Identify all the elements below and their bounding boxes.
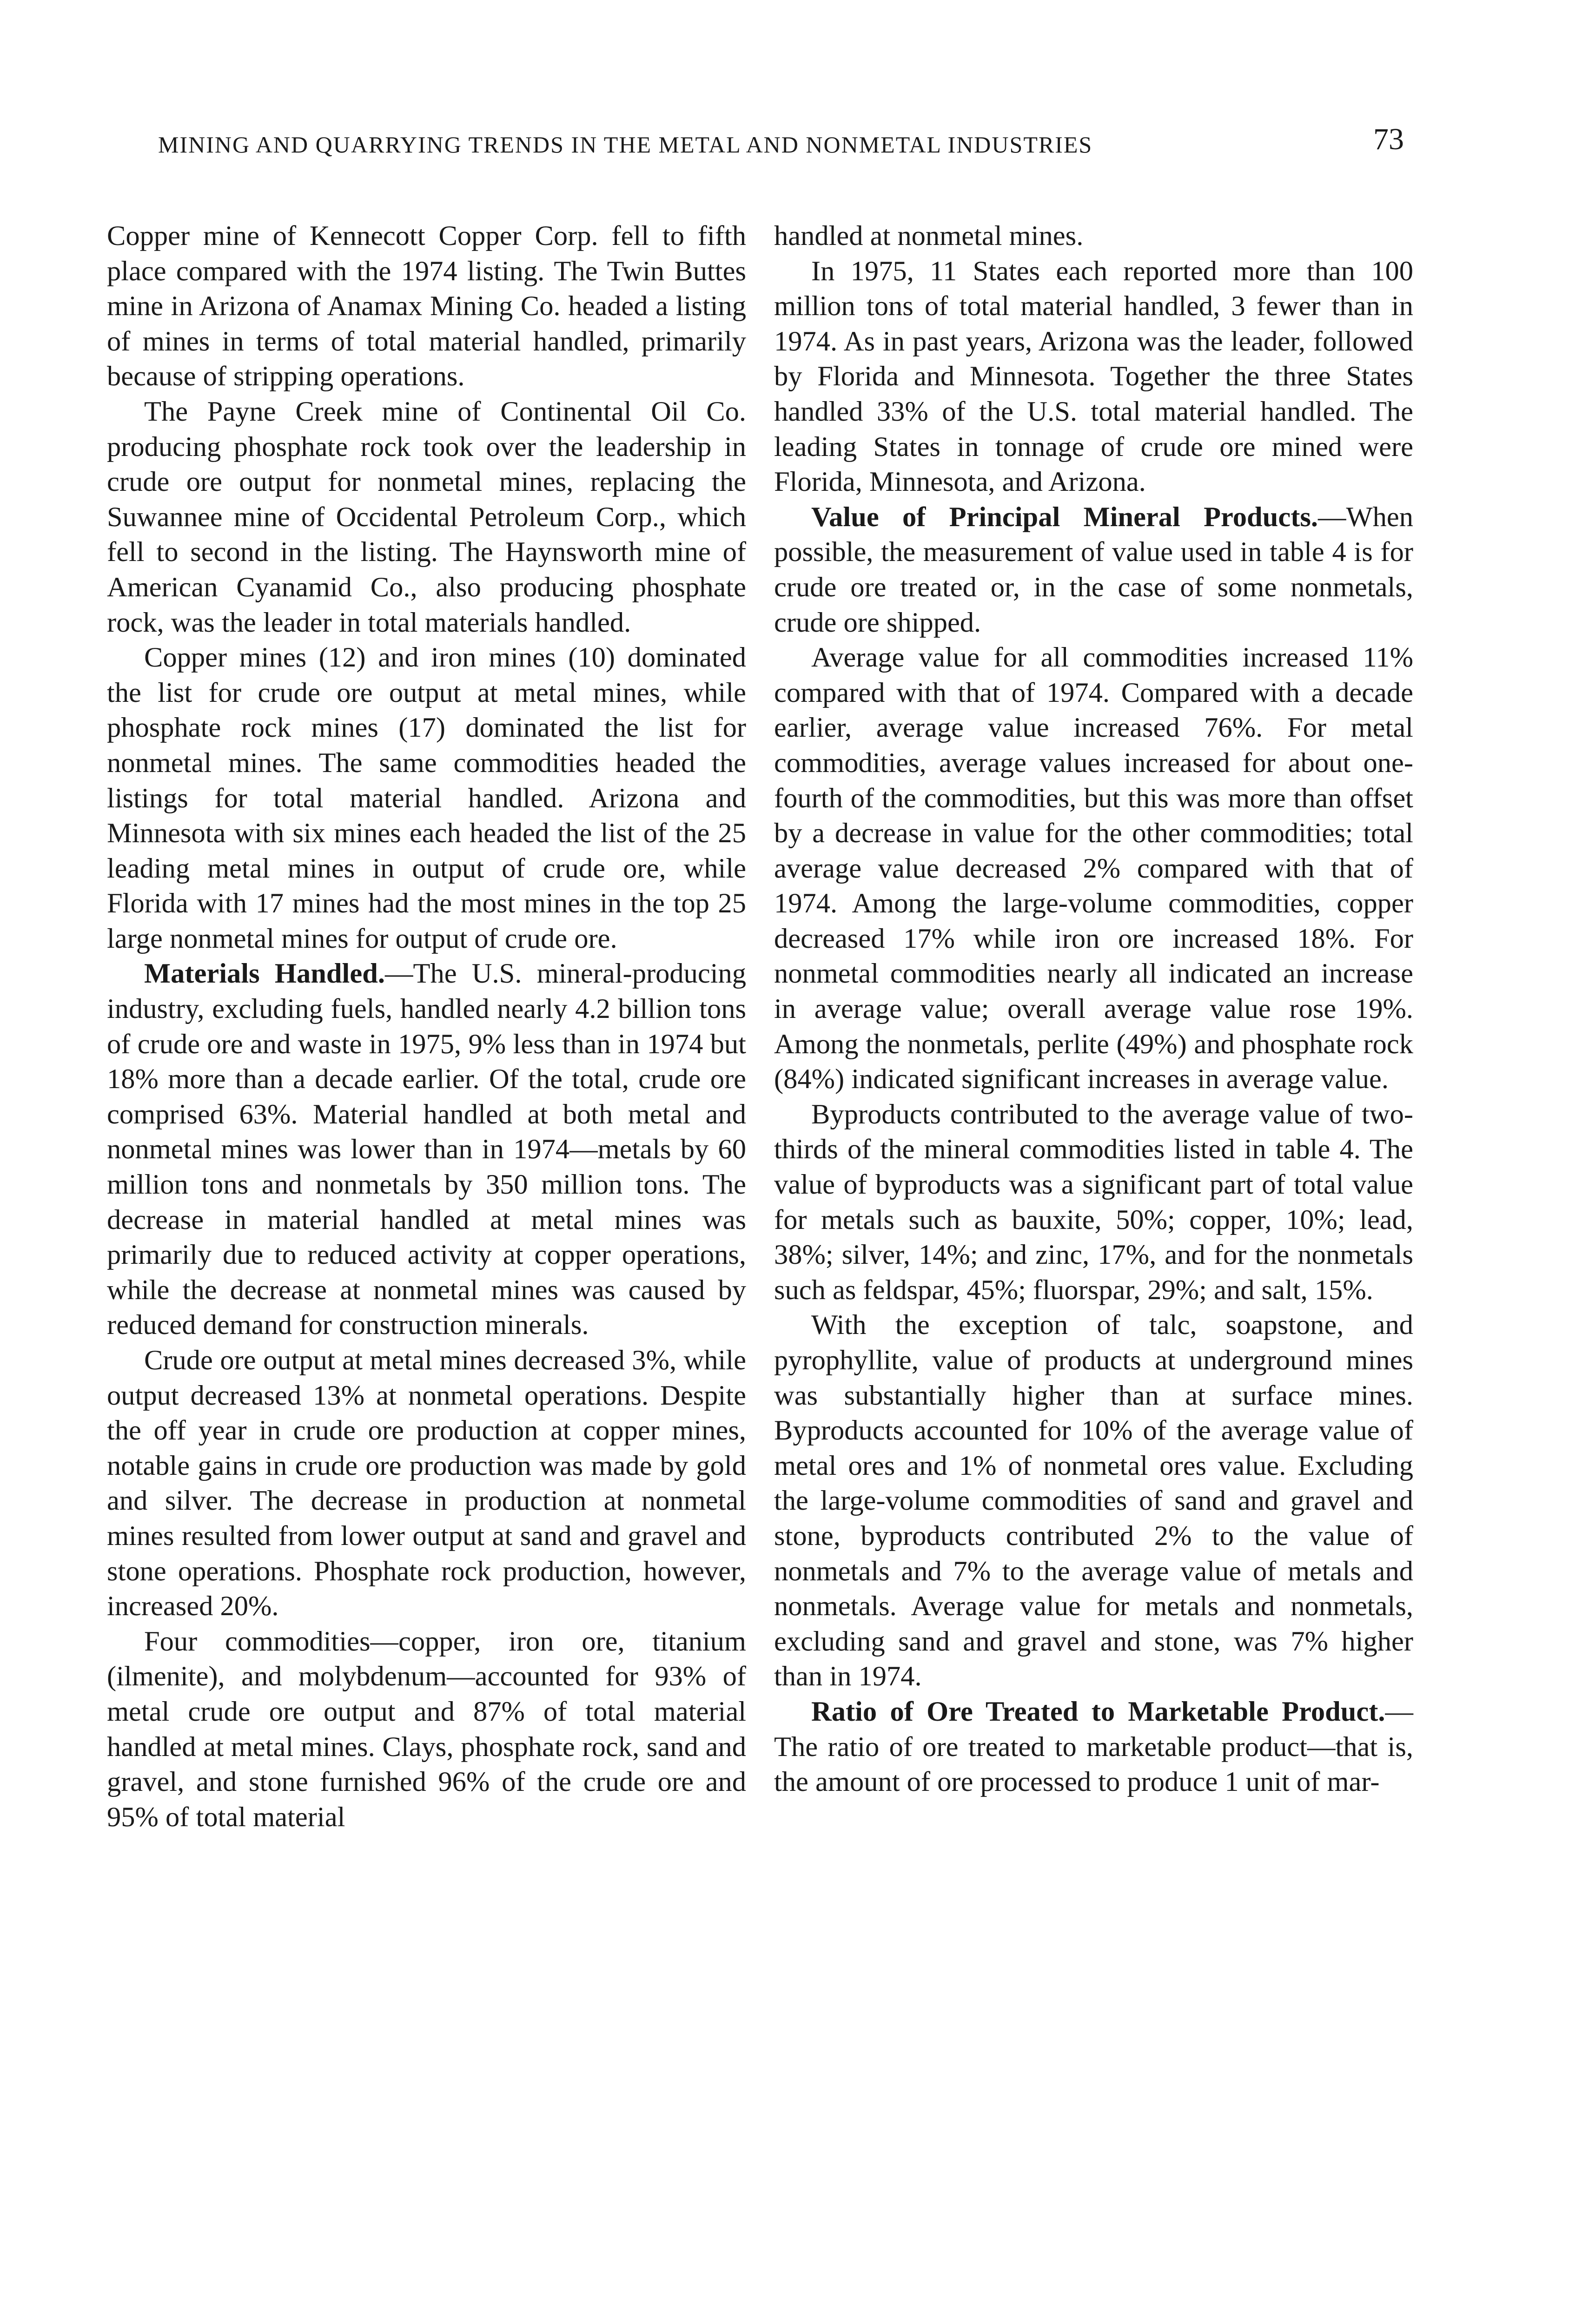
paragraph-value-of-products: [774, 500, 1413, 640]
paragraph: Byproducts contributed to the average value of two-thirds of the mineral commodities listed in table 4. The value of byproducts was a significant part of total value for metals such as bauxite, 50%; copper, 10%; lead, 38%; silver, 14%; and zinc, 17%, and for the nonmetals such as feldspar, 45%; fluorspar, 29%; and salt, 15%.: [774, 1098, 1413, 1306]
left-column: [107, 218, 746, 1835]
section-run-in-heading: Materials Handled.: [144, 958, 385, 990]
paragraph: Copper mine of Kennecott Copper Corp. fell to fifth place compared with the 1974 listing. The Twin Buttes mine in Arizona of Anamax Mining Co. headed a listing of mines in terms of total material handled, primarily because of stripping operations.: [107, 220, 746, 392]
paragraph: handled at nonmetal mines.: [774, 220, 1084, 251]
paragraph: With the exception of talc, soapstone, and pyrophyllite, value of products at underground mines was substantially higher than at surface mines. Byproducts accounted for 10% of the average value of metal ores and 1% of nonmetal ores value. Excluding the large-volume commodities of sand and gravel and stone, byproducts contributed 2% to the value of nonmetals and 7% to the average value of metals and nonmetals. Average value for metals and nonmetals, excluding sand and gravel and stone, was 7% higher than in 1974.: [774, 1309, 1413, 1692]
running-title: MINING AND QUARRYING TRENDS IN THE METAL AND NONMETAL INDUSTRIES: [158, 132, 1093, 158]
section-run-in-heading: Ratio of Ore Treated to Marketable Product.: [811, 1696, 1385, 1727]
page-number: 73: [1373, 122, 1404, 156]
paragraph-materials-handled: [107, 956, 746, 1343]
paragraph: In 1975, 11 States each reported more than 100 million tons of total material handled, 3 fewer than in 1974. As in past years, Arizona was the leader, followed by Florida and Minnesota. Together the three States handled 33% of the U.S. total material handled. The leading States in tonnage of crude ore mined were Florida, Minnesota, and Arizona.: [774, 255, 1413, 498]
paragraph: Four commodities—copper, iron ore, titanium (ilmenite), and molybdenum—accounted for 93% of metal crude ore output and 87% of total material handled at metal mines. Clays, phosphate rock, sand and gravel, and stone furnished 96% of the crude ore and 95% of total material: [107, 1625, 746, 1833]
paragraph-body: —The ratio of ore treated to marketable product—that is, the amount of ore processed to produce 1 unit of mar-: [774, 1696, 1413, 1798]
paragraph: The Payne Creek mine of Continental Oil Co. producing phosphate rock took over the leadership in crude ore output for nonmetal mines, replacing the Suwannee mine of Occidental Petroleum Corp., which fell to second in the listing. The Haynsworth mine of American Cyanamid Co., also producing phosphate rock, was the leader in total materials handled.: [107, 396, 746, 638]
page-header: [158, 122, 1404, 164]
section-run-in-heading: Value of Principal Mineral Products.: [811, 501, 1318, 533]
paragraph-ratio-of-ore: [774, 1694, 1413, 1800]
paragraph-body: —When possible, the measurement of value used in table 4 is for crude ore treated or, in the case of some nonmetals, crude ore shipped.: [774, 501, 1413, 638]
paragraph-body: —The U.S. mineral-producing industry, excluding fuels, handled nearly 4.2 billion tons of crude ore and waste in 1975, 9% less than in 1974 but 18% more than a decade earlier. Of the total, crude ore comprised 63%. Material handled at both metal and nonmetal mines was lower than in 1974—metals by 60 million tons and nonmetals by 350 million tons. The decrease in material handled at metal mines was primarily due to reduced activity at copper operations, while the decrease at nonmetal mines was caused by reduced demand for construction minerals.: [107, 958, 747, 1341]
paragraph: Average value for all commodities increased 11% compared with that of 1974. Compared with a decade earlier, average value increased 76%. For metal commodities, average values increased for about one-fourth of the commodities, but this was more than offset by a decrease in value for the other commodities; total average value decreased 2% compared with that of 1974. Among the large-volume commodities, copper decreased 17% while iron ore increased 18%. For nonmetal commodities nearly all indicated an increase in average value; overall average value rose 19%. Among the nonmetals, perlite (49%) and phosphate rock (84%) indicated significant increases in average value.: [774, 642, 1413, 1095]
right-column: [774, 218, 1413, 1800]
paragraph: Crude ore output at metal mines decreased 3%, while output decreased 13% at nonmetal operations. Despite the off year in crude ore production at copper mines, notable gains in crude ore production was made by gold and silver. The decrease in production at nonmetal mines resulted from lower output at sand and gravel and stone operations. Phosphate rock production, however, increased 20%.: [107, 1345, 746, 1622]
paragraph: Copper mines (12) and iron mines (10) dominated the list for crude ore output at metal mines, while phosphate rock mines (17) dominated the list for nonmetal mines. The same commodities headed the listings for total material handled. Arizona and Minnesota with six mines each headed the list of the 25 leading metal mines in output of crude ore, while Florida with 17 mines had the most mines in the top 25 large nonmetal mines for output of crude ore.: [107, 642, 746, 954]
